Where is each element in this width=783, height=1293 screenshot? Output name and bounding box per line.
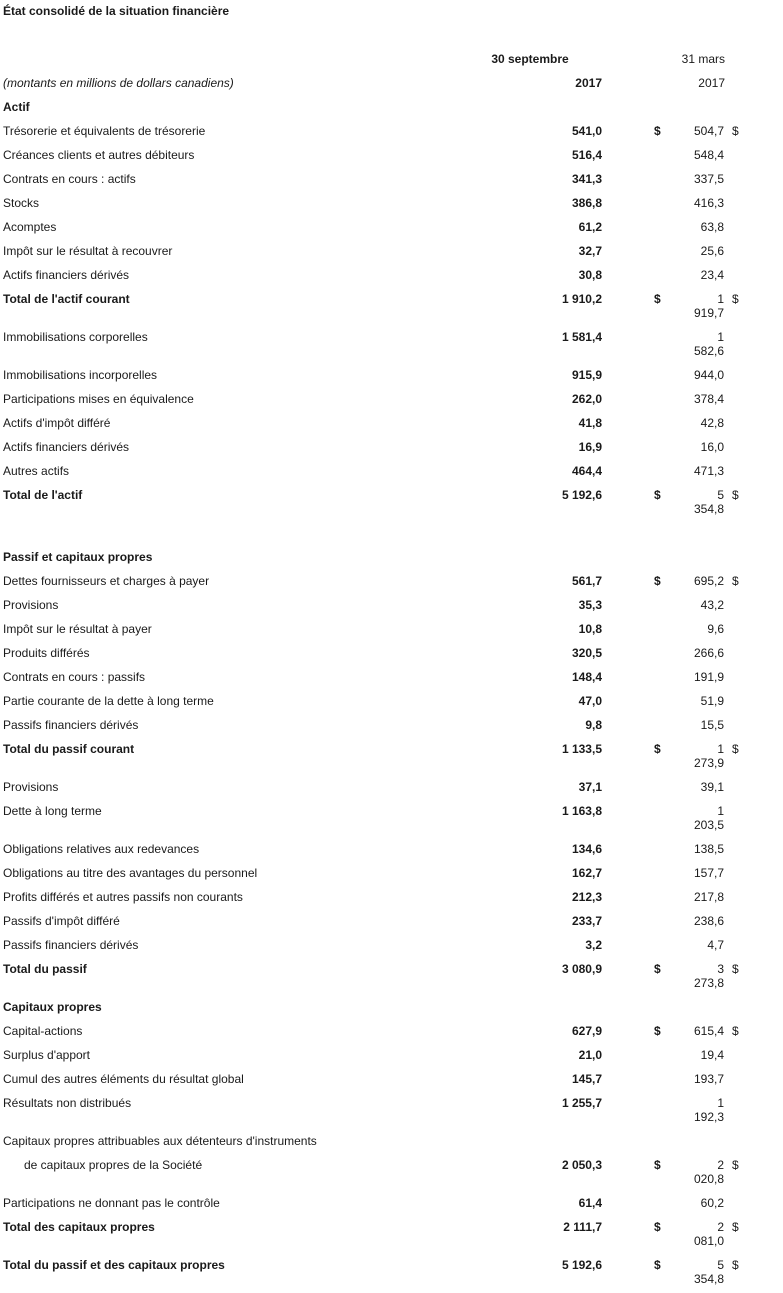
current-value: 464,4 bbox=[571, 464, 602, 478]
prior-currency-symbol: $ bbox=[732, 962, 739, 976]
row-label: Actif bbox=[3, 100, 30, 114]
row-label: Profits différés et autres passifs non courants bbox=[3, 890, 243, 904]
current-period-year: 2017 bbox=[575, 76, 602, 90]
prior-value bbox=[654, 804, 724, 832]
table-row bbox=[0, 1196, 783, 1220]
row-label: Immobilisations corporelles bbox=[3, 330, 148, 344]
table-row bbox=[0, 694, 783, 718]
prior-period-header: 31 mars bbox=[681, 52, 725, 66]
prior-value-part-1: 3 bbox=[717, 962, 724, 976]
table-row bbox=[0, 598, 783, 622]
section-header-row bbox=[0, 550, 783, 574]
current-value: 148,4 bbox=[571, 670, 602, 684]
table-row bbox=[0, 670, 783, 694]
prior-currency-symbol: $ bbox=[732, 292, 739, 306]
row-label: Produits différés bbox=[3, 646, 90, 660]
prior-value: 15,5 bbox=[700, 718, 724, 732]
prior-currency-symbol: $ bbox=[732, 488, 739, 502]
prior-value-part-2: 919,7 bbox=[693, 306, 724, 320]
table-row bbox=[0, 962, 783, 990]
current-value: 134,6 bbox=[571, 842, 602, 856]
row-label: Provisions bbox=[3, 598, 59, 612]
row-label: Obligations au titre des avantages du personnel bbox=[3, 866, 258, 880]
table-row bbox=[0, 330, 783, 358]
prior-value-part-2: 354,8 bbox=[693, 1272, 724, 1286]
row-label: Acomptes bbox=[3, 220, 57, 234]
current-value: 233,7 bbox=[571, 914, 602, 928]
row-label: Contrats en cours : actifs bbox=[3, 172, 136, 186]
current-value: 61,4 bbox=[578, 1196, 602, 1210]
current-value: 561,7 bbox=[571, 574, 602, 588]
row-label: Passifs financiers dérivés bbox=[3, 718, 139, 732]
current-currency-symbol: $ bbox=[654, 574, 661, 588]
table-row bbox=[0, 1258, 783, 1286]
prior-value-part-2: 081,0 bbox=[693, 1234, 724, 1248]
prior-value-part-1: 1 bbox=[717, 1096, 724, 1110]
table-row bbox=[0, 622, 783, 646]
current-value: 3,2 bbox=[585, 938, 602, 952]
prior-value: 504,7 bbox=[693, 124, 724, 138]
row-label: Créances clients et autres débiteurs bbox=[3, 148, 195, 162]
prior-value: 548,4 bbox=[693, 148, 724, 162]
table-row bbox=[0, 1134, 783, 1158]
prior-value-part-2: 203,5 bbox=[693, 818, 724, 832]
prior-currency-symbol: $ bbox=[732, 1220, 739, 1234]
current-currency-symbol: $ bbox=[654, 1158, 661, 1172]
row-label: Cumul des autres éléments du résultat global bbox=[3, 1072, 244, 1086]
statement-title: État consolidé de la situation financière bbox=[3, 4, 230, 18]
prior-value: 615,4 bbox=[693, 1024, 724, 1038]
prior-value bbox=[654, 1220, 724, 1248]
row-label: Actifs d'impôt différé bbox=[3, 416, 111, 430]
table-row bbox=[0, 292, 783, 320]
prior-value: 416,3 bbox=[693, 196, 724, 210]
row-label: Capitaux propres bbox=[3, 1000, 102, 1014]
current-value: 1 581,4 bbox=[561, 330, 602, 344]
prior-value bbox=[654, 292, 724, 320]
prior-value: 39,1 bbox=[700, 780, 724, 794]
prior-value-part-2: 273,9 bbox=[693, 756, 724, 770]
row-label: Stocks bbox=[3, 196, 40, 210]
current-value: 5 192,6 bbox=[561, 488, 602, 502]
prior-value: 138,5 bbox=[693, 842, 724, 856]
table-row bbox=[0, 1158, 783, 1186]
prior-value-part-2: 582,6 bbox=[693, 344, 724, 358]
current-currency-symbol: $ bbox=[654, 292, 661, 306]
table-row bbox=[0, 392, 783, 416]
row-label: Contrats en cours : passifs bbox=[3, 670, 146, 684]
current-currency-symbol: $ bbox=[654, 962, 661, 976]
row-label: Actifs financiers dérivés bbox=[3, 440, 130, 454]
table-row bbox=[0, 804, 783, 832]
prior-value: 4,7 bbox=[707, 938, 724, 952]
current-value: 61,2 bbox=[578, 220, 602, 234]
current-currency-symbol: $ bbox=[654, 1258, 661, 1272]
prior-currency-symbol: $ bbox=[732, 1258, 739, 1272]
row-label: de capitaux propres de la Société bbox=[24, 1158, 203, 1172]
current-value: 37,1 bbox=[578, 780, 602, 794]
table-row bbox=[0, 938, 783, 962]
table-row bbox=[0, 780, 783, 804]
row-label: Participations mises en équivalence bbox=[3, 392, 194, 406]
prior-value-part-1: 1 bbox=[717, 742, 724, 756]
prior-value: 23,4 bbox=[700, 268, 724, 282]
prior-value: 337,5 bbox=[693, 172, 724, 186]
current-currency-symbol: $ bbox=[654, 124, 661, 138]
current-value: 5 192,6 bbox=[561, 1258, 602, 1272]
prior-value: 193,7 bbox=[693, 1072, 724, 1086]
prior-value: 266,6 bbox=[693, 646, 724, 660]
prior-value bbox=[654, 1158, 724, 1186]
current-value: 35,3 bbox=[578, 598, 602, 612]
table-row bbox=[0, 1096, 783, 1124]
section-header-row bbox=[0, 1000, 783, 1024]
current-value: 516,4 bbox=[571, 148, 602, 162]
row-label: Total du passif et des capitaux propres bbox=[3, 1258, 225, 1272]
row-label: Obligations relatives aux redevances bbox=[3, 842, 200, 856]
row-label: Immobilisations incorporelles bbox=[3, 368, 158, 382]
row-label: Total de l'actif courant bbox=[3, 292, 130, 306]
table-row bbox=[0, 416, 783, 440]
prior-value: 378,4 bbox=[693, 392, 724, 406]
table-row bbox=[0, 1072, 783, 1096]
current-value: 915,9 bbox=[571, 368, 602, 382]
current-value: 2 050,3 bbox=[561, 1158, 602, 1172]
table-row bbox=[0, 268, 783, 292]
prior-value: 191,9 bbox=[693, 670, 724, 684]
current-currency-symbol: $ bbox=[654, 1024, 661, 1038]
prior-value: 944,0 bbox=[693, 368, 724, 382]
prior-currency-symbol: $ bbox=[732, 574, 739, 588]
table-row bbox=[0, 172, 783, 196]
table-row bbox=[0, 646, 783, 670]
row-label: Impôt sur le résultat à payer bbox=[3, 622, 152, 636]
current-currency-symbol: $ bbox=[654, 1220, 661, 1234]
current-value: 16,9 bbox=[578, 440, 602, 454]
table-row bbox=[0, 196, 783, 220]
current-value: 1 255,7 bbox=[561, 1096, 602, 1110]
prior-value-part-1: 1 bbox=[717, 804, 724, 818]
current-value: 10,8 bbox=[578, 622, 602, 636]
current-currency-symbol: $ bbox=[654, 488, 661, 502]
table-row bbox=[0, 866, 783, 890]
row-label: Provisions bbox=[3, 780, 59, 794]
row-label: Dette à long terme bbox=[3, 804, 102, 818]
prior-value-part-1: 5 bbox=[717, 488, 724, 502]
prior-value-part-1: 1 bbox=[717, 330, 724, 344]
table-row bbox=[0, 1048, 783, 1072]
current-value: 3 080,9 bbox=[561, 962, 602, 976]
current-value: 2 111,7 bbox=[563, 1220, 602, 1234]
row-label: Passifs financiers dérivés bbox=[3, 938, 139, 952]
table-row bbox=[0, 244, 783, 268]
current-value: 32,7 bbox=[578, 244, 602, 258]
current-value: 145,7 bbox=[571, 1072, 602, 1086]
prior-period-year: 2017 bbox=[698, 76, 725, 90]
prior-value bbox=[654, 1096, 724, 1124]
prior-value: 63,8 bbox=[700, 220, 724, 234]
row-label: Capital-actions bbox=[3, 1024, 83, 1038]
prior-currency-symbol: $ bbox=[732, 124, 739, 138]
prior-value-part-2: 192,3 bbox=[693, 1110, 724, 1124]
current-value: 541,0 bbox=[571, 124, 602, 138]
prior-value-part-1: 2 bbox=[717, 1158, 724, 1172]
prior-value: 471,3 bbox=[693, 464, 724, 478]
current-value: 1 163,8 bbox=[561, 804, 602, 818]
current-value: 1 133,5 bbox=[561, 742, 602, 756]
table-row bbox=[0, 574, 783, 598]
current-value: 627,9 bbox=[571, 1024, 602, 1038]
prior-value bbox=[654, 962, 724, 990]
prior-value: 9,6 bbox=[707, 622, 724, 636]
current-value: 320,5 bbox=[571, 646, 602, 660]
table-row bbox=[0, 742, 783, 770]
row-label: Total du passif courant bbox=[3, 742, 135, 756]
row-label: Total des capitaux propres bbox=[3, 1220, 155, 1234]
prior-value: 217,8 bbox=[693, 890, 724, 904]
prior-value: 157,7 bbox=[693, 866, 724, 880]
current-value: 341,3 bbox=[571, 172, 602, 186]
section-header-row bbox=[0, 100, 783, 124]
prior-value-part-2: 354,8 bbox=[693, 502, 724, 516]
row-label: Participations ne donnant pas le contrôle bbox=[3, 1196, 220, 1210]
row-label: Total de l'actif bbox=[3, 488, 83, 502]
prior-value-part-2: 273,8 bbox=[693, 976, 724, 990]
prior-value bbox=[654, 488, 724, 516]
prior-currency-symbol: $ bbox=[732, 742, 739, 756]
row-label: Trésorerie et équivalents de trésorerie bbox=[3, 124, 206, 138]
prior-value-part-2: 020,8 bbox=[693, 1172, 724, 1186]
prior-value: 16,0 bbox=[700, 440, 724, 454]
prior-currency-symbol: $ bbox=[732, 1158, 739, 1172]
table-row bbox=[0, 842, 783, 866]
prior-value-part-1: 5 bbox=[717, 1258, 724, 1272]
table-row bbox=[0, 464, 783, 488]
table-row bbox=[0, 440, 783, 464]
current-currency-symbol: $ bbox=[654, 742, 661, 756]
units-note: (montants en millions de dollars canadiens) bbox=[3, 76, 234, 90]
table-row bbox=[0, 914, 783, 938]
prior-value bbox=[654, 330, 724, 358]
current-value: 386,8 bbox=[571, 196, 602, 210]
table-row bbox=[0, 718, 783, 742]
current-value: 212,3 bbox=[571, 890, 602, 904]
table-row bbox=[0, 890, 783, 914]
row-label: Passif et capitaux propres bbox=[3, 550, 153, 564]
prior-value: 60,2 bbox=[700, 1196, 724, 1210]
current-value: 1 910,2 bbox=[561, 292, 602, 306]
prior-currency-symbol: $ bbox=[732, 1024, 739, 1038]
prior-value: 43,2 bbox=[700, 598, 724, 612]
current-period-header: 30 septembre bbox=[491, 52, 569, 66]
current-value: 162,7 bbox=[571, 866, 602, 880]
current-value: 41,8 bbox=[578, 416, 602, 430]
prior-value: 19,4 bbox=[700, 1048, 724, 1062]
prior-value: 51,9 bbox=[700, 694, 724, 708]
row-label: Autres actifs bbox=[3, 464, 70, 478]
table-row bbox=[0, 1220, 783, 1248]
row-label: Actifs financiers dérivés bbox=[3, 268, 130, 282]
current-value: 9,8 bbox=[585, 718, 602, 732]
current-value: 47,0 bbox=[578, 694, 602, 708]
current-value: 21,0 bbox=[578, 1048, 602, 1062]
current-value: 30,8 bbox=[578, 268, 602, 282]
table-row bbox=[0, 148, 783, 172]
table-row bbox=[0, 124, 783, 148]
table-row bbox=[0, 1024, 783, 1048]
row-label: Partie courante de la dette à long terme bbox=[3, 694, 214, 708]
row-label: Résultats non distribués bbox=[3, 1096, 132, 1110]
row-label: Dettes fournisseurs et charges à payer bbox=[3, 574, 210, 588]
row-label: Impôt sur le résultat à recouvrer bbox=[3, 244, 173, 258]
table-row bbox=[0, 368, 783, 392]
column-header-row-1 bbox=[0, 52, 783, 76]
prior-value: 42,8 bbox=[700, 416, 724, 430]
row-label: Capitaux propres attribuables aux détenteurs d'instruments bbox=[3, 1134, 317, 1148]
prior-value: 25,6 bbox=[700, 244, 724, 258]
prior-value-part-1: 1 bbox=[717, 292, 724, 306]
row-label: Surplus d'apport bbox=[3, 1048, 91, 1062]
table-row bbox=[0, 220, 783, 244]
row-label: Total du passif bbox=[3, 962, 87, 976]
row-label: Passifs d'impôt différé bbox=[3, 914, 120, 928]
prior-value bbox=[654, 1258, 724, 1286]
prior-value: 238,6 bbox=[693, 914, 724, 928]
current-value: 262,0 bbox=[571, 392, 602, 406]
prior-value-part-1: 2 bbox=[717, 1220, 724, 1234]
prior-value bbox=[654, 742, 724, 770]
column-header-row-2 bbox=[0, 76, 783, 100]
table-row bbox=[0, 488, 783, 516]
prior-value: 695,2 bbox=[693, 574, 724, 588]
